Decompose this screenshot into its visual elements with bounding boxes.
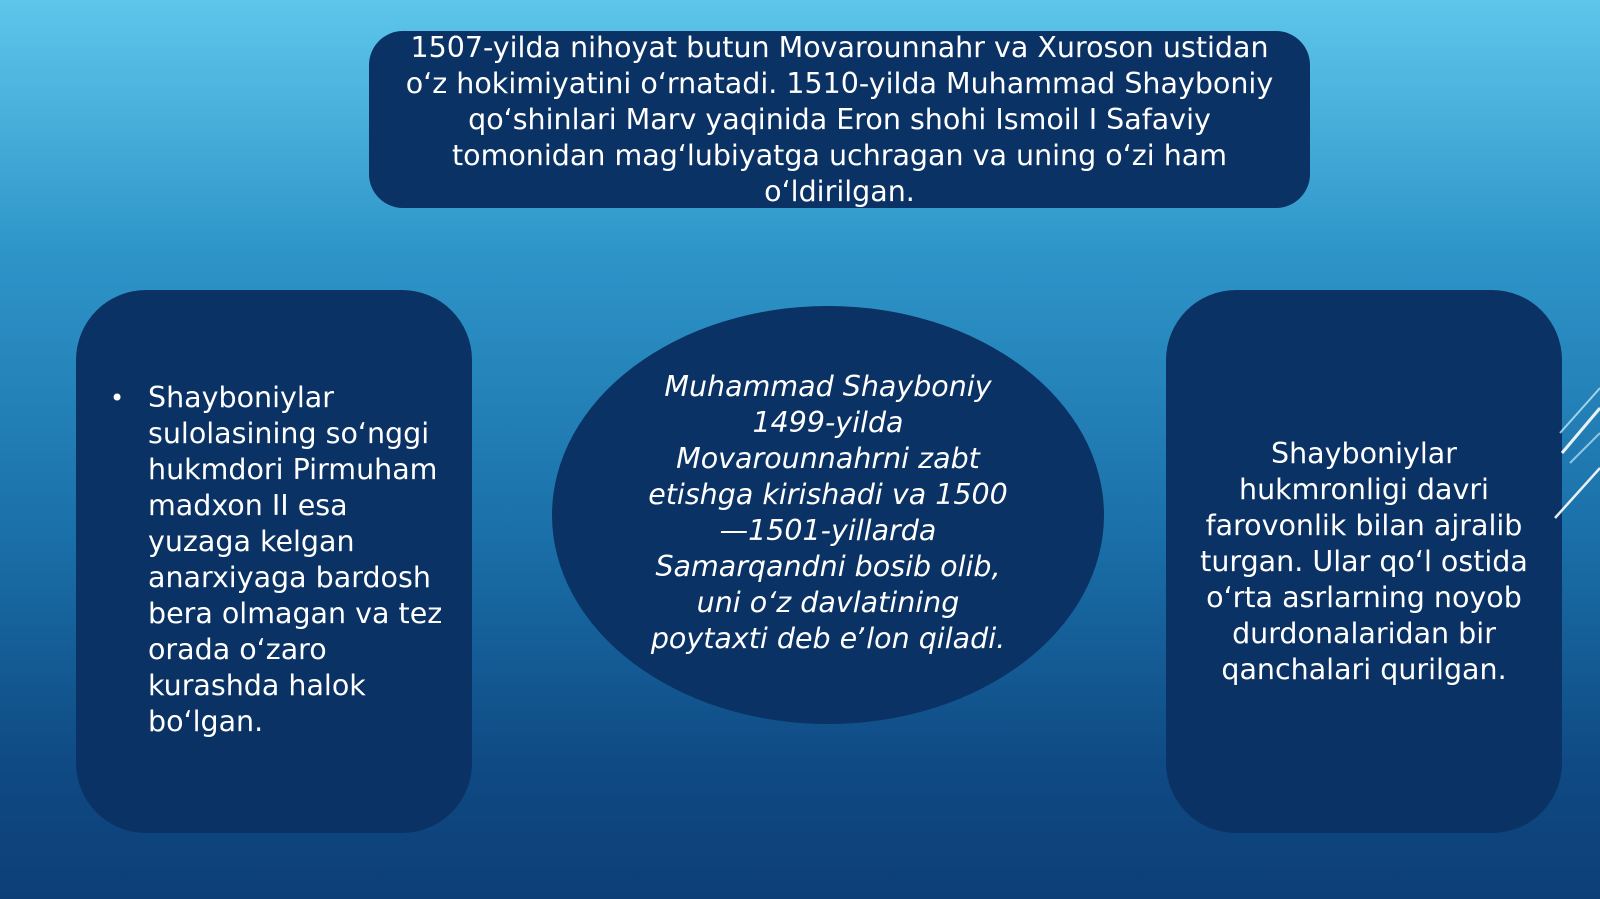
bullet-item bbox=[110, 380, 446, 740]
decorative-lines bbox=[1550, 378, 1600, 528]
center-text: Muhammad Shayboniy 1499-yilda Movarounnahrni zabt etishga kirishadi va 1500—1501-yillarda Samarqandni bosib olib, uni oʻz davlatining poytaxti deb eʼlon qiladi. bbox=[648, 370, 1008, 655]
top-text: 1507-yilda nihoyat butun Movarounnahr va Xuroson ustidan oʻz hokimiyatini oʻrnatadi. 1510-yilda Muhammad Shayboniy qoʻshinlari Marv yaqinida Eron shohi Ismoil I Safaviy tomonidan magʻlubiyatga uchragan va uning oʻzi ham oʻldirilgan. bbox=[405, 30, 1274, 208]
right-text: Shayboniylar hukmronligi davri farovonlik bilan ajralib turgan. Ular qoʻl ostida oʻrta asrlarning noyob durdonalaridan bir qanchalari qurilgan. bbox=[1200, 437, 1528, 686]
center-ellipse bbox=[552, 306, 1104, 724]
top-text-box bbox=[369, 31, 1310, 208]
left-text-box bbox=[76, 290, 472, 833]
left-text: Shayboniylar sulolasining soʻnggi hukmdori Pirmuham madxon II esa yuzaga kelgan anarxiyaga bardosh bera olmagan va tez orada oʻzaro kurashda halok boʻlgan. bbox=[148, 381, 443, 738]
right-text-box bbox=[1166, 290, 1562, 833]
bullet-icon: • bbox=[110, 384, 125, 412]
